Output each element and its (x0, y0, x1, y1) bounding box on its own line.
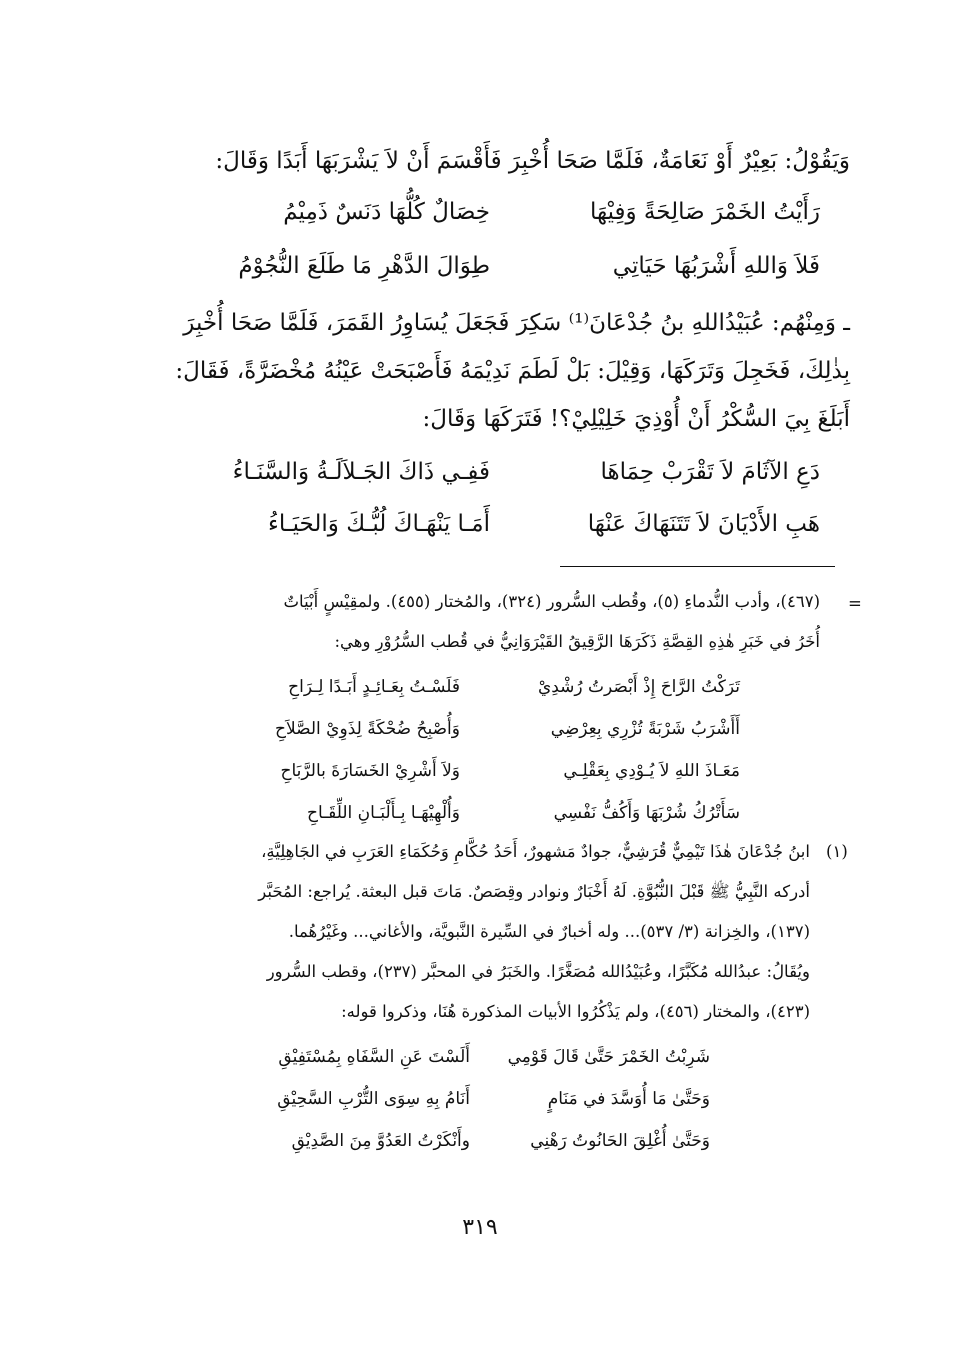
page-number: ٣١٩ (462, 1215, 498, 1240)
verse-first-hemistich: فَلاَ وَاللهِ أَشْرَبُهَا حَيَاتِي (612, 253, 820, 279)
verse-second-hemistich: أَمَـا يَنْهَـاكَ لُبُّـكَ وَالحَيَـاءُ (268, 511, 490, 537)
verse-second-hemistich: وَأُصْبِحُ ضُحْكَةً لِذَوِيْ الصَّلاَحِ (275, 719, 460, 739)
verse-first-hemistich: مَعَـاذَ اللهِ لاَ يُـوْدِي بِعَقْلِـي (563, 761, 740, 781)
verse-second-hemistich: خِصَالٌ كُلُّهَا دَنَسٌ ذَمِيْمُ (283, 199, 490, 225)
verse-first-hemistich: أَأَشْرَبُ شَرْبَةً تُزْرِي بِعِرْضِي (550, 719, 740, 739)
footnote-verse-line (200, 754, 740, 788)
verse-first-hemistich: شَرِبْتُ الخَمْرَ حَتَّىٰ قَالَ قَوْمِي (507, 1047, 710, 1067)
prose-line: وَيَقُوْلُ: بَعِيْرٌ أَوْ نَعَامَةٌ، فَلَمَّا صَحَا أُخْبِرَ فَأَقْسَمَ أَنْ لاَ يَشْرَبَهَا أَبَدًا وَقَالَ: (215, 148, 850, 174)
verse-first-hemistich: هَبِ الأَدْيَانَ لاَ تَتَنَهَاكَ عَنْهَا (587, 511, 820, 537)
verse-second-hemistich: طِوَالَ الدَّهْرِ مَا طَلَعَ النُّجُوْمُ (238, 253, 490, 279)
verse-first-hemistich: وَحَتَّىٰ مَا أُوَسَّدَ في مَنَامٍ (547, 1089, 710, 1109)
footnote-line: (٤٢٣)، والمختار (٤٥٦)، ولم يَذْكُرُوا الأبيات المذكورة هُنَا، وذكروا قوله: (341, 1002, 810, 1021)
verse-second-hemistich: أَلَسْتَ عَنِ السَّفَاهِ بِمُسْتَفِيْقِ (278, 1047, 470, 1067)
verse-second-hemistich: فَلَسْـتُ بِعَـائِـدٍ أَبَـدًا لِـرَاحِ (288, 677, 460, 697)
verse-first-hemistich: تَرَكْتُ الرَّاحَ إِذْ أَبْصَرتُ رُشْدِيْ (537, 677, 740, 697)
verse-line (180, 452, 820, 492)
verse-second-hemistich: وأَنْكَرْتُ العَدُوَّ مِنَ الصَّدِيْقِ (291, 1131, 470, 1151)
footnote-continuation-mark: = (848, 594, 862, 613)
footnote-separator (560, 566, 835, 567)
verse-line (180, 504, 820, 544)
footnote-line: (٤٦٧)، وأدب النُّدماءِ (٥)، وقُطب السُّرور (٣٢٤)، والمُختار (٤٥٥). ولمقِيْسٍ أَبْيَاتٌ (283, 592, 820, 611)
footnote-verse-line (210, 1040, 710, 1074)
verse-first-hemistich: دَعِ الآثَامَ لاَ تَقْرَبْ حِمَاهَا (600, 459, 820, 485)
footnote-verse-line (210, 1082, 710, 1116)
verse-second-hemistich: وَأُلْهِيْهَـا بِـأَلْبَـانِ اللِّقَـاحِ (307, 803, 460, 823)
footnote-line: أدركه النَّبِيُّ ﷺ قَبْلَ النُّبُوَّةِ. لَهُ أَخْبَارٌ ونوادر وقِصَصٌ. مَاتَ قبل البعثة. يُراجع: المُحَبَّر (258, 882, 810, 901)
footnote-verse-line (200, 712, 740, 746)
verse-first-hemistich: وَحَتَّىٰ أُغْلِقَ الحَانُوتُ رَهْنِي (530, 1131, 710, 1151)
footnote-verse-line (210, 1124, 710, 1158)
verse-second-hemistich: فَفِـي ذَاكَ الجَـلاَلَـةُ وَالسَّنَـاءُ (232, 459, 490, 485)
footnote-line: ابنُ جُدْعَانَ هٰذَا تَيْمِيٌّ قُرَشِيٌّ، جوادٌ مَشهورٌ، أَحَدُ حُكَّامِ وَحُكَمَاءِ العَرَبِ في الجَاهِلِيَّةِ، (261, 842, 810, 861)
footnote-verse-line (200, 670, 740, 704)
verse-line (180, 246, 820, 286)
prose-line: بِذٰلِكَ، فَخَجِلَ وَتَرَكَهَا، وَقِيْلَ: بَلْ لَطَمَ نَدِيْمَهُ فَأَصْبَحَتْ عَيْنُهُ مُخْضَرَّةً، فَقَالَ: (175, 358, 850, 384)
verse-line (180, 192, 820, 232)
verse-first-hemistich: سَأَتْرُكُ شُرْبَهَا وَأَكُفُّ نَفْسِي (553, 803, 740, 823)
verse-second-hemistich: أَنَامُ بِهِ سِوَى التُّرْبِ السَّحِيْقِ (277, 1089, 470, 1109)
footnote-number: (١) (826, 842, 848, 861)
verse-second-hemistich: وَلاَ أَشْرِيْ الخَسَارَةَ بالرَّبَاحِ (280, 761, 460, 781)
footnote-line: (١٣٧)، والخِزانة (٣/ ٥٣٧)... وله أخبارٌ في السِّيرة النَّبويَّة، والأغاني... وغَيْرُهُما. (288, 922, 810, 941)
footnote-line: أُخَرُ في خَبَرِ هٰذِهِ القِصَّةِ ذَكَرَهَا الرَّقِيقُ القَيْرَوَانِيُّ في قُطب السُّرُوْرِ وهي: (334, 632, 820, 651)
prose-line: أَبَلَغَ بِيَ السُّكْرُ أَنْ أُوْذِيَ خَلِيْلِيْ؟! فَتَرَكَهَا وَقَالَ: (422, 406, 850, 432)
verse-first-hemistich: رَأَيْتُ الخَمْرَ صَالِحَةً وَفِيْهَا (589, 199, 820, 225)
prose-line: ـ وَمِنْهُم: عُبَيْدُاللهِ بنُ جُدْعَانَ⁽¹⁾ سَكِرَ فَجَعَلَ يُسَاوِرُ القَمَرَ، فَلَمَّا صَحَا أُخْبِرَ (183, 310, 850, 336)
footnote-verse-line (200, 796, 740, 830)
footnote-line: ويُقَالُ: عبدُالله مُكَبَّرًا، وعُبَيْدُالله مُصَغَّرًا. والخَبَرُ في المحبَّر (٢٣٧)، وقطب السُّرور (266, 962, 810, 981)
